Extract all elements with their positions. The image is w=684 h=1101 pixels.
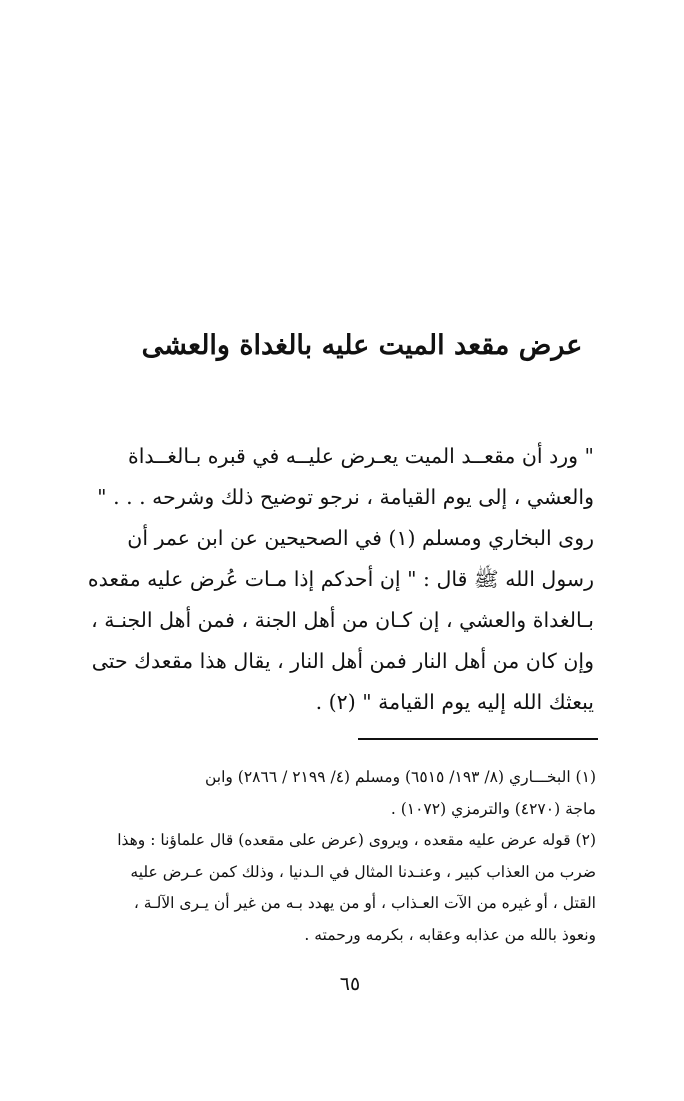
footnote-line: ونعوذ بالله من عذابه وعقابه ، بكرمه ورحمته .: [304, 925, 596, 944]
footnote-line: (٢) قوله عرض عليه مقعده ، ويروى (عرض على مقعده) قال علماؤنا : وهذا: [117, 831, 596, 849]
footnote-line: (١) البخـــاري (٨/ ١٩٣/ ٦٥١٥) ومسلم (٤/ ٢١٩٩ / ٢٨٦٦) وابن: [204, 768, 596, 786]
body-line: يبعثك الله إليه يوم القيامة " (٢) .: [315, 690, 594, 714]
body-line: رسول الله ﷺ قال : " إن أحدكم إذا مـات عُرض عليه مقعده: [87, 567, 594, 591]
footnote-divider: [358, 738, 598, 740]
footnote-line: القتل ، أو غيره من الآت العـذاب ، أو من يهدد بـه من غير أن يـرى الآلـة ،: [133, 894, 596, 912]
body-line: " ورد أن مقعــد الميت يعـرض عليــه في قبره بـالغــداة: [127, 444, 594, 468]
footnote-line: ماجة (٤٢٧٠) والترمزي (١٠٧٢) .: [390, 799, 596, 818]
body-line: روى البخاري ومسلم (١) في الصحيحين عن ابن عمر أن: [127, 526, 594, 550]
body-line: وإن كان من أهل النار فمن أهل النار ، يقال هذا مقعدك حتى: [91, 649, 594, 673]
footnotes: [100, 762, 596, 951]
page-number: ٦٥: [339, 973, 361, 995]
body-line: بـالغداة والعشي ، إن كـان من أهل الجنة ، فمن أهل الجنـة ،: [91, 608, 594, 632]
footnote-line: ضرب من العذاب كبير ، وعنـدنا المثال في الـدنيا ، وذلك كمن عـرض عليه: [130, 862, 596, 881]
chapter-title: عرض مقعد الميت عليه بالغداة والعشى: [141, 330, 583, 361]
body-line: والعشي ، إلى يوم القيامة ، نرجو توضيح ذلك وشرحه . . . ": [97, 485, 594, 509]
body-text: [87, 436, 594, 723]
